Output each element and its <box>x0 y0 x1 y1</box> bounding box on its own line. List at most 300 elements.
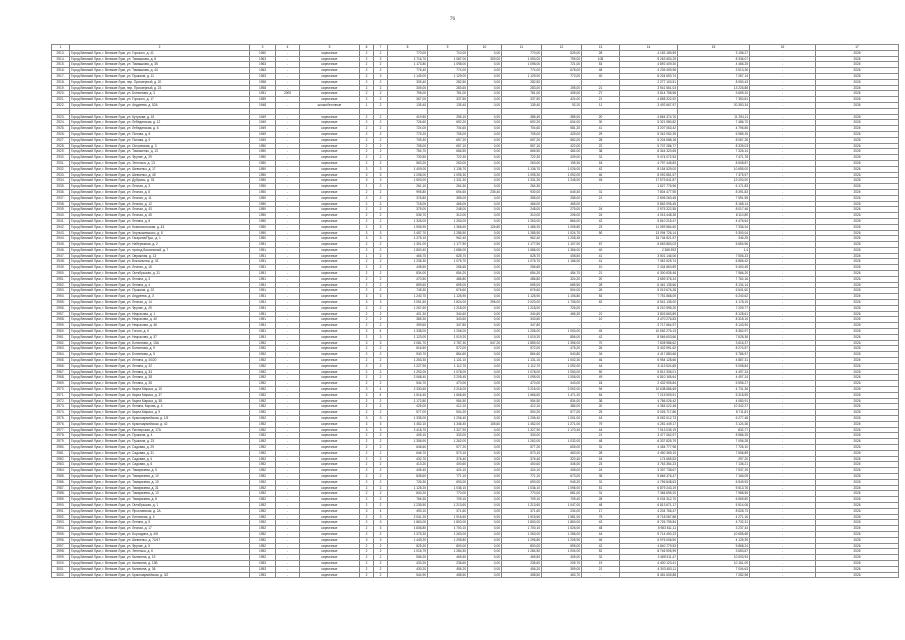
table-cell: 1 267,60 <box>388 305 428 311</box>
table-cell: 43 <box>582 520 620 526</box>
table-cell: 405,00 <box>542 91 582 97</box>
table-cell: - <box>750 537 816 543</box>
table-cell: 1952 <box>250 468 276 474</box>
table-cell: 4 178,10 <box>678 300 750 306</box>
table-cell: 709,10 <box>502 497 542 503</box>
table-cell: кирпичные <box>300 439 360 445</box>
table-cell: кирпичные <box>300 85 360 91</box>
table-cell: 2026 <box>816 271 899 277</box>
table-cell: - <box>750 230 816 236</box>
table-cell: 50 <box>582 230 620 236</box>
table-cell: 456,20 <box>428 566 468 572</box>
table-cell: 31 <box>582 189 620 195</box>
table-cell: 8 204 693,74 <box>620 73 678 79</box>
table-cell: 0,00 <box>468 514 502 520</box>
table-cell: 2026 <box>816 450 899 456</box>
table-cell: 0,00 <box>468 305 502 311</box>
table-cell: 695,00 <box>502 282 542 288</box>
housing-register-table <box>51 44 899 578</box>
table-cell: 1 263,00 <box>428 218 468 224</box>
table-cell: 337,50 <box>428 97 468 103</box>
table-cell: 0,00 <box>468 352 502 358</box>
table-cell: 5 019 676,28 <box>620 288 678 294</box>
table-cell: 3 <box>360 537 374 543</box>
table-cell: 6 813 671,17 <box>620 502 678 508</box>
table-cell: 2 <box>360 62 374 68</box>
table-cell: 2971. <box>52 392 70 398</box>
table-cell: - <box>582 236 620 242</box>
table-cell: 0,00 <box>468 334 502 340</box>
table-cell: - <box>276 450 300 456</box>
table-cell: 1952 <box>250 456 276 462</box>
table-cell: - <box>276 114 300 120</box>
table-cell: 3 470 276,83 <box>620 317 678 323</box>
table-cell: 443,00 <box>542 381 582 387</box>
table-cell: 3 <box>360 340 374 346</box>
table-cell: 2991. <box>52 508 70 514</box>
table-cell: 2 <box>374 213 388 219</box>
table-cell: 582,00 <box>542 137 582 143</box>
table-cell: 0,00 <box>468 166 502 172</box>
table-cell: 6 653 863,03 <box>620 242 678 248</box>
table-cell: 2026 <box>816 155 899 161</box>
table-cell: 781,00 <box>428 91 468 97</box>
table-cell: 4 400 123,41 <box>620 560 678 566</box>
table-cell: 6 985,25 <box>678 131 750 137</box>
table-cell: 2 <box>374 271 388 277</box>
table-cell: 4 303 453,11 <box>620 566 678 572</box>
table-cell: 0,00 <box>468 572 502 578</box>
table-cell: 10 161,09 <box>678 560 750 566</box>
table-cell: 7 361 625,74 <box>620 259 678 265</box>
table-cell: 1959 <box>250 97 276 103</box>
table-cell: - <box>750 329 816 335</box>
table-cell: 1 235,50 <box>388 502 428 508</box>
column-header: 16 <box>750 45 816 51</box>
table-cell: 7 486,70 <box>678 120 750 126</box>
table-cell: - <box>276 218 300 224</box>
table-cell: 693,00 <box>502 479 542 485</box>
table-cell: - <box>750 508 816 514</box>
table-cell: 465,50 <box>502 555 542 561</box>
table-cell: 2 <box>374 433 388 439</box>
table-cell: 2 <box>360 91 374 97</box>
table-cell: Город Великий Луки, г. Великие Луки, ул. Ленина, д. 8 <box>70 218 250 224</box>
table-cell: 1952 <box>250 491 276 497</box>
table-cell: - <box>276 334 300 340</box>
table-cell: 1 800,40 <box>388 247 428 253</box>
table-cell: 6 866,42 <box>678 259 750 265</box>
table-cell: 572,00 <box>502 346 542 352</box>
table-cell: 577,00 <box>542 410 582 416</box>
table-cell: 2026 <box>816 416 899 422</box>
table-cell: - <box>750 375 816 381</box>
table-cell: - <box>750 404 816 410</box>
table-cell: 50 <box>582 369 620 375</box>
table-cell: - <box>750 294 816 300</box>
table-cell: - <box>276 68 300 74</box>
table-cell: 3 207 063,42 <box>620 126 678 132</box>
table-cell: - <box>750 468 816 474</box>
table-cell: 2026 <box>816 143 899 149</box>
table-cell: - <box>750 79 816 85</box>
table-cell: 930,00 <box>502 189 542 195</box>
table-cell: - <box>276 166 300 172</box>
table-cell: - <box>276 549 300 555</box>
table-cell: 1 092,00 <box>542 172 582 178</box>
table-cell: 385,30 <box>388 317 428 323</box>
table-cell: - <box>750 352 816 358</box>
table-cell: 0,00 <box>468 537 502 543</box>
table-cell: 42 <box>582 543 620 549</box>
table-cell: 2026 <box>816 491 899 497</box>
table-cell: 53 <box>582 62 620 68</box>
table-cell: 4 795,85 <box>678 126 750 132</box>
table-cell: 4 281 449,17 <box>620 421 678 427</box>
table-cell: - <box>750 358 816 364</box>
table-cell: - <box>750 213 816 219</box>
table-cell: - <box>276 276 300 282</box>
table-cell: 1952 <box>250 473 276 479</box>
table-cell: - <box>276 224 300 230</box>
table-cell: - <box>276 155 300 161</box>
table-cell: 1 295,80 <box>502 537 542 543</box>
table-cell: 1 036,10 <box>502 485 542 491</box>
table-cell: 721,00 <box>542 62 582 68</box>
table-cell: 2026 <box>816 300 899 306</box>
table-cell: кирпичные <box>300 288 360 294</box>
table-cell: - <box>750 485 816 491</box>
table-cell: - <box>750 137 816 143</box>
table-cell: 236,60 <box>428 560 468 566</box>
table-cell: 2 <box>374 479 388 485</box>
table-cell: 5 402 991,62 <box>620 346 678 352</box>
table-cell: 2 <box>360 218 374 224</box>
table-cell: 2 <box>360 137 374 143</box>
table-cell: 2 <box>374 317 388 323</box>
table-cell: 0,00 <box>468 479 502 485</box>
table-cell: 1 026,00 <box>542 166 582 172</box>
table-cell: 2026 <box>816 236 899 242</box>
table-cell: 1 177,50 <box>428 242 468 248</box>
table-cell: 25 <box>582 410 620 416</box>
table-cell: 371,60 <box>502 508 542 514</box>
table-cell: 2009 <box>276 91 300 97</box>
table-cell: 1951 <box>250 271 276 277</box>
table-cell: 705,30 <box>388 137 428 143</box>
table-cell: 405,10 <box>388 433 428 439</box>
table-cell: Город Великий Луки, г. Великие Луки, ул. Тимашкова, д. 35 <box>70 62 250 68</box>
table-cell: 6 879 243,19 <box>620 485 678 491</box>
table-cell: 1 019,20 <box>502 334 542 340</box>
table-cell: 2026 <box>816 572 899 578</box>
table-cell: 726,00 <box>542 305 582 311</box>
table-cell: 1 092,00 <box>542 363 582 369</box>
table-cell: 7 326,14 <box>678 149 750 155</box>
table-cell: 2 <box>374 410 388 416</box>
table-cell: 2026 <box>816 178 899 184</box>
table-cell: 2 <box>374 50 388 56</box>
table-cell: 2 <box>360 450 374 456</box>
table-cell: 1 050,00 <box>502 56 542 62</box>
column-header: 1 <box>52 45 70 51</box>
table-cell: 8 746 905,99 <box>620 549 678 555</box>
table-cell: 676,60 <box>502 288 542 294</box>
table-cell: 1 126,90 <box>428 294 468 300</box>
table-cell: 2931. <box>52 160 70 166</box>
table-cell: 2984. <box>52 468 70 474</box>
table-cell: 678,00 <box>542 68 582 74</box>
table-cell: 305,00 <box>388 85 428 91</box>
table-cell: 1 006,00 <box>542 375 582 381</box>
table-cell: кирпичные <box>300 131 360 137</box>
table-cell: 1 240,70 <box>388 294 428 300</box>
table-cell: 422,00 <box>542 143 582 149</box>
table-cell: 3 763 354,23 <box>620 462 678 468</box>
table-cell: 1 <box>360 184 374 190</box>
table-cell: Город Великий Луки, г. Великие Луки, ул. Пионерская, д. 17А <box>70 427 250 433</box>
table-cell: - <box>276 195 300 201</box>
table-cell: 771,10 <box>428 473 468 479</box>
table-cell: 7 350,81 <box>678 97 750 103</box>
table-cell: кирпичные <box>300 352 360 358</box>
table-cell: 1 005,80 <box>542 224 582 230</box>
table-cell: 425,00 <box>388 404 428 410</box>
table-cell: кирпичные <box>300 346 360 352</box>
table-cell: 2 216,00 <box>428 387 468 393</box>
table-cell: - <box>276 444 300 450</box>
table-cell: кирпичные <box>300 334 360 340</box>
table-cell: кирпичные <box>300 276 360 282</box>
table-cell: 2026 <box>816 346 899 352</box>
table-cell: 399,60 <box>388 323 428 329</box>
table-cell: 1,4 <box>678 247 750 253</box>
table-cell: - <box>276 271 300 277</box>
table-cell: 864,60 <box>502 352 542 358</box>
table-cell: - <box>750 560 816 566</box>
table-cell: 466,00 <box>502 201 542 207</box>
table-cell: 962,40 <box>428 236 468 242</box>
table-cell: 44 <box>582 531 620 537</box>
table-cell: 1 112,70 <box>428 363 468 369</box>
table-cell: Город Великий Луки, г. Великие Луки, ул. Тимирязева, д. 10 <box>70 473 250 479</box>
table-cell: - <box>750 276 816 282</box>
table-cell: 2 <box>360 456 374 462</box>
table-cell: 2026 <box>816 566 899 572</box>
table-cell: 1 327,90 <box>428 427 468 433</box>
table-cell: 1952 <box>250 549 276 555</box>
table-cell: 2 <box>360 491 374 497</box>
table-cell: Город Великий Луки, г. Великие Луки, ул. Комсомольская, д. 43 <box>70 224 250 230</box>
table-cell: 2026 <box>816 555 899 561</box>
table-cell: - <box>750 555 816 561</box>
table-cell: 6 541,60 <box>678 288 750 294</box>
table-cell: 264,30 <box>428 184 468 190</box>
table-cell: 0,00 <box>468 114 502 120</box>
table-cell: - <box>276 50 300 56</box>
table-cell: 634,00 <box>542 120 582 126</box>
table-cell: 3000. <box>52 560 70 566</box>
table-cell: 7 656,89 <box>678 450 750 456</box>
table-cell: 2 <box>360 358 374 364</box>
table-cell: кирпичные <box>300 497 360 503</box>
table-cell: - <box>276 329 300 335</box>
table-cell: 1950 <box>250 236 276 242</box>
table-cell: 834,00 <box>542 398 582 404</box>
table-cell: 2026 <box>816 265 899 271</box>
table-cell: 7 471,78 <box>678 155 750 161</box>
table-cell: кирпичные <box>300 201 360 207</box>
table-cell: 94 <box>582 387 620 393</box>
table-cell: - <box>276 421 300 427</box>
table-cell: Город Великий Луки, г. Великие Луки, ул. Ярославская, д. 2А <box>70 508 250 514</box>
table-cell: - <box>276 131 300 137</box>
table-cell: Город Великий Луки, г. Великие Луки, ул. Лесная, д. 45 <box>70 213 250 219</box>
table-cell: 19 <box>582 560 620 566</box>
table-cell: 48 <box>582 526 620 532</box>
table-cell: 1 129,00 <box>502 73 542 79</box>
table-cell: кирпичные <box>300 502 360 508</box>
table-cell: 4 786 026,42 <box>620 398 678 404</box>
table-cell: 18 <box>582 381 620 387</box>
table-cell: - <box>276 294 300 300</box>
table-cell: Город Великий Луки, г. Великие Луки, ул. Тимашкова, д. 44 <box>70 68 250 74</box>
table-cell: 1951 <box>250 294 276 300</box>
table-cell: 3 659,20 <box>678 91 750 97</box>
table-cell: 1 213,60 <box>502 502 542 508</box>
table-cell: 692,20 <box>428 120 468 126</box>
table-cell: 40 <box>582 73 620 79</box>
table-cell: 0,00 <box>468 375 502 381</box>
table-cell: 605,00 <box>542 444 582 450</box>
table-cell: 0,00 <box>468 329 502 335</box>
table-cell: 1952 <box>250 462 276 468</box>
table-cell: - <box>750 416 816 422</box>
table-cell: 840,20 <box>388 491 428 497</box>
table-cell: 2 <box>360 444 374 450</box>
table-cell: 2 <box>374 456 388 462</box>
table-cell: 1963 <box>250 62 276 68</box>
table-cell: 2 <box>374 404 388 410</box>
table-cell: 2 <box>374 137 388 143</box>
table-cell: 954,50 <box>502 398 542 404</box>
table-cell: 2 <box>360 433 374 439</box>
table-cell: 726,30 <box>388 479 428 485</box>
table-cell: Город Великий Луки, г. Великие Луки, ул. Лесная, д. 16 <box>70 265 250 271</box>
table-cell: 309,00 <box>468 56 502 62</box>
table-cell: 0,00 <box>468 288 502 294</box>
table-cell: 7 537,25 <box>678 468 750 474</box>
table-cell: 1950 <box>250 155 276 161</box>
table-cell: Город Великий Луки, г. Великие Луки, пер. Приозерный, д. 20 <box>70 79 250 85</box>
table-cell: 385,00 <box>542 114 582 120</box>
table-cell: 2026 <box>816 195 899 201</box>
table-cell: 4 183 189,59 <box>620 50 678 56</box>
table-cell: 1 213,60 <box>428 502 468 508</box>
table-cell: - <box>750 73 816 79</box>
table-cell: 1 098,00 <box>502 62 542 68</box>
table-cell: 2 <box>360 404 374 410</box>
table-cell: 7 628,36 <box>678 334 750 340</box>
table-cell: 2 <box>374 473 388 479</box>
table-cell: 1949 <box>250 114 276 120</box>
table-cell: - <box>750 247 816 253</box>
table-cell: 1950 <box>250 160 276 166</box>
table-cell: 41 <box>582 126 620 132</box>
table-cell: - <box>276 427 300 433</box>
table-cell: 2949. <box>52 265 70 271</box>
table-cell: 2 <box>374 218 388 224</box>
table-cell: 5 707 286,77 <box>620 143 678 149</box>
table-cell: 5 113 524,65 <box>620 363 678 369</box>
table-cell: - <box>750 91 816 97</box>
table-cell: 1 076,70 <box>502 259 542 265</box>
table-cell: 8 586,25 <box>678 433 750 439</box>
table-cell: 408,00 <box>542 468 582 474</box>
table-cell: Город Великий Луки, г. Великие Луки, ул. Карла Маркса, д. 9 <box>70 410 250 416</box>
table-cell: 6 240,62 <box>678 294 750 300</box>
table-cell: кирпичные <box>300 340 360 346</box>
table-cell: 7 336,34 <box>678 224 750 230</box>
table-cell: 2952. <box>52 282 70 288</box>
table-cell: 22 <box>582 143 620 149</box>
table-cell: 1 024,70 <box>542 230 582 236</box>
table-cell: 2026 <box>816 102 899 108</box>
table-cell: 645,40 <box>542 189 582 195</box>
table-cell: Город Великий Луки, г. Великие Луки, ул. Лебединская, д. 6 <box>70 126 250 132</box>
table-cell: 40 <box>582 247 620 253</box>
table-cell: - <box>276 247 300 253</box>
table-cell: кирпичные <box>300 230 360 236</box>
table-cell: 3 196,27 <box>678 50 750 56</box>
table-cell: 1950 <box>250 184 276 190</box>
table-cell: 7 528 986,62 <box>620 340 678 346</box>
table-cell: - <box>750 149 816 155</box>
table-cell: 2996. <box>52 537 70 543</box>
table-cell: 2026 <box>816 514 899 520</box>
table-cell: 657,20 <box>428 137 468 143</box>
table-cell: 1952 <box>250 450 276 456</box>
table-cell: 108 <box>582 56 620 62</box>
table-cell: 2933. <box>52 172 70 178</box>
table-cell: 726,60 <box>388 120 428 126</box>
table-cell: 2 <box>360 572 374 578</box>
table-cell: - <box>276 282 300 288</box>
table-cell: 8 143,90 <box>678 323 750 329</box>
table-cell: 2026 <box>816 242 899 248</box>
table-cell: 11 294,11 <box>678 114 750 120</box>
table-cell: 28 <box>582 50 620 56</box>
table-cell: 2972. <box>52 398 70 404</box>
table-cell: 8 566 603,66 <box>620 334 678 340</box>
table-cell: 8 336,07 <box>678 56 750 62</box>
table-cell: 1953 <box>250 566 276 572</box>
table-cell: 458,50 <box>502 572 542 578</box>
table-cell: 1 166,00 <box>542 259 582 265</box>
table-cell: 20 <box>582 404 620 410</box>
table-cell: 7 988,55 <box>678 491 750 497</box>
table-cell: 486,80 <box>502 276 542 282</box>
table-cell: 2 <box>374 555 388 561</box>
column-header: 6 <box>360 45 374 51</box>
column-header: 13 <box>582 45 620 51</box>
table-cell: 1963 <box>250 73 276 79</box>
table-cell: 692,20 <box>502 120 542 126</box>
table-cell: Город Великий Луки, г. Великие Луки, ул. Тимирязева, д. 5 <box>70 468 250 474</box>
table-cell: 26 <box>582 346 620 352</box>
table-cell: Город Великий Луки, г. Великие Луки, ул. Красноармейская, д. 3/2 <box>70 572 250 578</box>
table-cell: 1 136,70 <box>502 166 542 172</box>
